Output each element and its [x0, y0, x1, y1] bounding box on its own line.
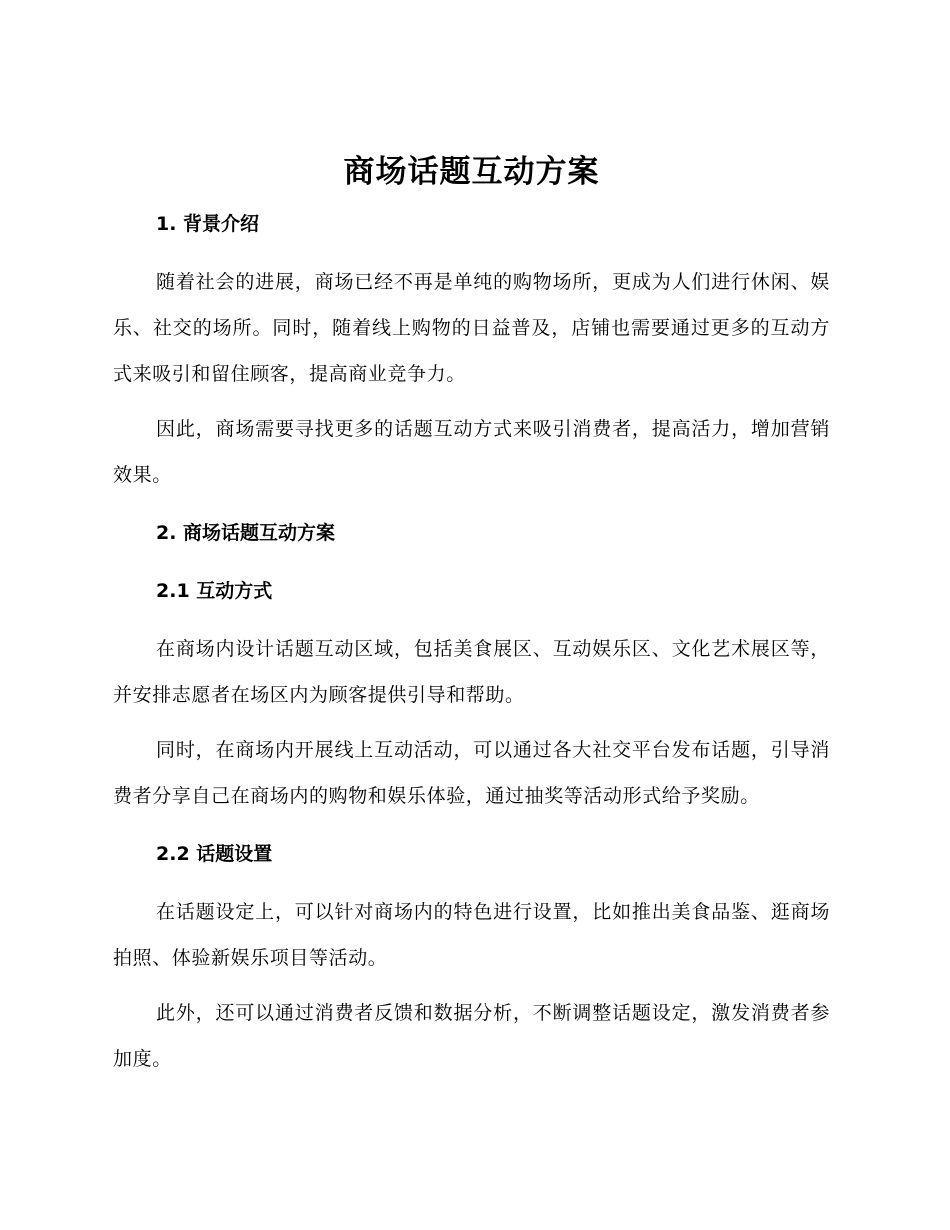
- section-heading-plan: 2. 商场话题互动方案: [156, 522, 336, 544]
- section-heading-interaction-methods: 2.1 互动方式: [156, 580, 273, 602]
- section-heading-topic-settings: 2.2 话题设置: [156, 843, 273, 865]
- document-title: 商场话题互动方案: [343, 154, 600, 190]
- topic-settings-paragraph-2: 此外，还可以通过消费者反馈和数据分析，不断调整话题设定，激发消费者参加度。: [113, 1002, 830, 1070]
- section-heading-background: 1. 背景介绍: [156, 213, 260, 235]
- interaction-methods-paragraph-1: 在商场内设计话题互动区域，包括美食展区、互动娱乐区、文化艺术展区等，并安排志愿者在场区内为顾客提供引导和帮助。: [113, 638, 830, 706]
- interaction-methods-paragraph-2: 同时，在商场内开展线上互动活动，可以通过各大社交平台发布话题，引导消费者分享自己在商场内的购物和娱乐体验，通过抽奖等活动形式给予奖励。: [113, 739, 830, 807]
- background-paragraph-2: 因此，商场需要寻找更多的话题互动方式来吸引消费者，提高活力，增加营销效果。: [113, 418, 830, 486]
- background-paragraph-1: 随着社会的进展，商场已经不再是单纯的购物场所，更成为人们进行休闲、娱乐、社交的场所。同时，随着线上购物的日益普及，店铺也需要通过更多的互动方式来吸引和留住顾客，提高商业竞争力。: [113, 271, 830, 385]
- topic-settings-paragraph-1: 在话题设定上，可以针对商场内的特色进行设置，比如推出美食品鉴、逛商场拍照、体验新娱乐项目等活动。: [113, 901, 830, 969]
